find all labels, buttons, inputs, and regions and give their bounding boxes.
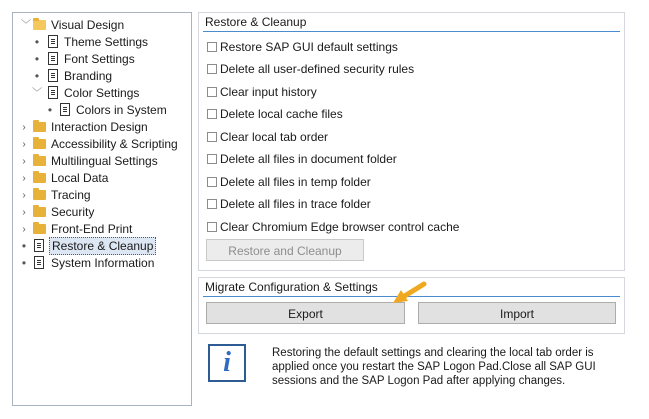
tree-item-restore-cleanup[interactable] <box>13 238 189 255</box>
tree-item-interaction-design[interactable] <box>13 119 189 136</box>
tree-item-label: Interaction Design <box>51 120 148 134</box>
document-icon <box>34 256 44 269</box>
restore-cleanup-group <box>198 12 625 271</box>
tree-item-label: Restore & Cleanup <box>49 237 156 255</box>
restore-and-cleanup-button[interactable]: Restore and Cleanup <box>206 239 364 261</box>
bullet-icon: • <box>34 52 40 66</box>
tree-item-label: Branding <box>64 69 113 83</box>
folder-icon <box>33 122 46 132</box>
checkbox[interactable] <box>207 42 217 52</box>
document-icon <box>48 69 58 82</box>
expand-chevron-icon[interactable]: › <box>22 139 26 150</box>
bullet-icon: • <box>34 69 40 83</box>
tree-item-theme-settings[interactable] <box>13 34 189 51</box>
info-message: Restoring the default settings and clearing the local tab order is applied once you restart the SAP Logon Pad.Close all SAP GUI sessions and the SAP Logon Pad after applying changes. <box>272 347 596 387</box>
folder-icon <box>33 173 46 183</box>
checkbox-label: Delete all files in trace folder <box>220 197 371 211</box>
collapse-chevron-icon[interactable]: ﹀ <box>21 20 31 31</box>
tree-item-security[interactable] <box>13 204 189 221</box>
tree-item-branding[interactable] <box>13 68 189 85</box>
checkbox[interactable] <box>207 109 217 119</box>
document-icon <box>48 86 58 99</box>
checkbox-label: Clear Chromium Edge browser control cache <box>220 220 460 234</box>
checkbox[interactable] <box>207 154 217 164</box>
group-title: Migrate Configuration & Settings <box>205 280 378 294</box>
expand-chevron-icon[interactable]: › <box>22 190 26 201</box>
tree-item-label: Multilingual Settings <box>51 154 158 168</box>
tree-item-tracing[interactable] <box>13 187 189 204</box>
bullet-icon: • <box>47 103 53 117</box>
tree-item-color-settings[interactable] <box>13 85 189 102</box>
tree-item-colors-in-system[interactable] <box>13 102 189 119</box>
expand-chevron-icon[interactable]: › <box>22 122 26 133</box>
info-glyph: i <box>223 347 231 378</box>
checkbox[interactable] <box>207 222 217 232</box>
folder-open-icon <box>33 20 46 30</box>
bullet-icon: • <box>34 35 40 49</box>
tree-item-label: Security <box>51 205 95 219</box>
checkbox-label: Delete local cache files <box>220 107 343 121</box>
tree-item-label: Local Data <box>51 171 109 185</box>
tree-item-label: Visual Design <box>51 18 125 32</box>
expand-chevron-icon[interactable]: › <box>22 207 26 218</box>
tree-item-multilingual-settings[interactable] <box>13 153 189 170</box>
settings-tree[interactable] <box>12 12 192 406</box>
checkbox[interactable] <box>207 87 217 97</box>
bullet-icon: • <box>21 256 27 270</box>
tree-item-label: System Information <box>51 256 155 270</box>
folder-icon <box>33 139 46 149</box>
checkbox-label: Clear local tab order <box>220 130 329 144</box>
export-button[interactable]: Export <box>206 302 405 324</box>
tree-item-label: Tracing <box>51 188 91 202</box>
tree-item-label: Front-End Print <box>51 222 133 236</box>
checkbox-label: Delete all user-defined security rules <box>220 62 415 76</box>
expand-chevron-icon[interactable]: › <box>22 173 26 184</box>
checkbox[interactable] <box>207 132 217 142</box>
info-icon <box>208 344 246 382</box>
group-title: Restore & Cleanup <box>205 15 307 29</box>
tree-item-visual-design[interactable] <box>13 17 189 34</box>
document-icon <box>48 52 58 65</box>
import-button[interactable]: Import <box>418 302 616 324</box>
checkbox-label: Restore SAP GUI default settings <box>220 40 398 54</box>
tree-item-system-information[interactable] <box>13 255 189 272</box>
pointer-arrow-icon <box>390 280 430 308</box>
tree-item-font-settings[interactable] <box>13 51 189 68</box>
expand-chevron-icon[interactable]: › <box>22 224 26 235</box>
checkbox-label: Clear input history <box>220 85 317 99</box>
folder-icon <box>33 190 46 200</box>
checkbox[interactable] <box>207 177 217 187</box>
tree-item-local-data[interactable] <box>13 170 189 187</box>
checkbox-label: Delete all files in document folder <box>220 152 397 166</box>
folder-icon <box>33 224 46 234</box>
tree-item-label: Accessibility & Scripting <box>51 137 178 151</box>
checkbox[interactable] <box>207 64 217 74</box>
tree-item-label: Theme Settings <box>64 35 149 49</box>
folder-icon <box>33 207 46 217</box>
checkbox[interactable] <box>207 199 217 209</box>
tree-item-label: Colors in System <box>76 103 167 117</box>
checkbox-label: Delete all files in temp folder <box>220 175 371 189</box>
folder-icon <box>33 156 46 166</box>
document-icon <box>48 35 58 48</box>
document-icon <box>34 239 44 252</box>
tree-item-label: Color Settings <box>64 86 140 100</box>
collapse-chevron-icon[interactable]: ﹀ <box>32 88 42 99</box>
tree-item-accessibility-scripting[interactable] <box>13 136 189 153</box>
document-icon <box>60 103 70 116</box>
tree-item-label: Font Settings <box>64 52 135 66</box>
tree-item-front-end-print[interactable] <box>13 221 189 238</box>
group-divider <box>203 31 620 32</box>
expand-chevron-icon[interactable]: › <box>22 156 26 167</box>
bullet-icon: • <box>21 239 27 253</box>
